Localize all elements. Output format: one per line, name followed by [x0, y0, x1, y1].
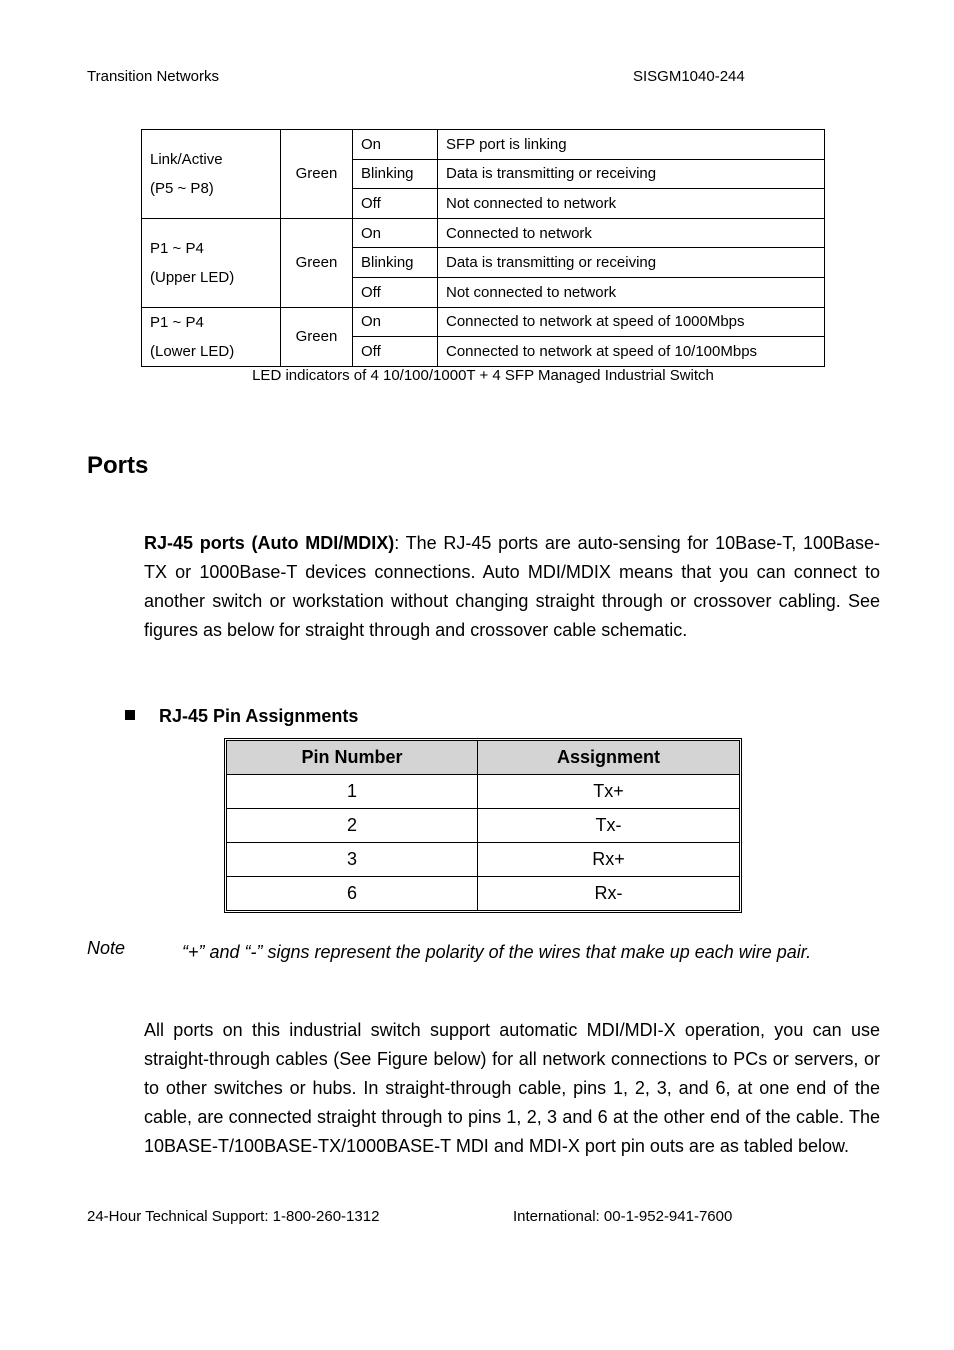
body-paragraph: All ports on this industrial switch support automatic MDI/MDI-X operation, you can use straight-through cables (See Figure below) for all network connections to PCs or servers, or to other switches or hubs. In straight-through cable, pins 1, 2, 3, and 6, at one end of the cable, are connected straight through to pins 1, 2, 3 and 6 at the other end of the cable. The 10BASE-T/100BASE-TX/1000BASE-T MDI and MDI-X port pin outs are as tabled below. [144, 1020, 880, 1156]
square-bullet-icon [125, 710, 135, 720]
led-name-line: P1 ~ P4 [150, 313, 204, 331]
assignment-cell: Tx+ [478, 775, 739, 809]
led-name-cell [142, 130, 281, 219]
led-desc-cell: SFP port is linking [438, 130, 825, 160]
led-name-line: (P5 ~ P8) [150, 179, 214, 197]
led-color-cell: Green [281, 218, 353, 307]
led-name-cell [142, 307, 281, 366]
pin-number-cell: 2 [227, 809, 478, 843]
table-row [227, 843, 739, 877]
footer-support: 24-Hour Technical Support: 1-800-260-1312 [87, 1208, 380, 1225]
pin-number-cell: 1 [227, 775, 478, 809]
table-row [142, 130, 825, 160]
rj45-description: : The RJ-45 ports are auto-sensing for 10Base-T, 100Base-TX or 1000Base-T devices connections. Auto MDI/MDIX means that you can connect to another switch or workstation without changing straight through or crossover cabling. See figures as below for straight through and crossover cable schematic. [144, 533, 880, 640]
table-row [142, 307, 825, 337]
assignment-cell: Rx+ [478, 843, 739, 877]
note-text: “+” and “-” signs represent the polarity of the wires that make up each wire pair. [182, 942, 812, 962]
led-indicator-table [141, 129, 825, 367]
led-desc-cell: Connected to network at speed of 10/100Mbps [438, 337, 825, 367]
led-name-line: Link/Active [150, 150, 223, 168]
led-state-cell: On [353, 307, 438, 337]
led-desc-cell: Not connected to network [438, 189, 825, 219]
led-state-cell: Off [353, 337, 438, 367]
pin-assignments-heading-row [125, 706, 358, 727]
led-name-line: P1 ~ P4 [150, 239, 204, 257]
led-state-cell: Blinking [353, 159, 438, 189]
led-desc-cell: Connected to network [438, 218, 825, 248]
led-name-line: (Upper LED) [150, 268, 235, 286]
table-row [142, 218, 825, 248]
pin-number-cell: 6 [227, 877, 478, 910]
rj45-term: RJ-45 ports (Auto MDI/MDIX) [144, 533, 395, 553]
led-desc-cell: Data is transmitting or receiving [438, 159, 825, 189]
led-desc-cell: Data is transmitting or receiving [438, 248, 825, 278]
led-name-line: (Lower LED) [150, 342, 235, 360]
header-left: Transition Networks [87, 68, 219, 85]
led-color-cell: Green [281, 130, 353, 219]
led-state-cell: On [353, 130, 438, 160]
table-row [227, 775, 739, 809]
pin-number-cell: 3 [227, 843, 478, 877]
column-header: Pin Number [227, 741, 478, 775]
led-state-cell: Off [353, 277, 438, 307]
table-row [227, 877, 739, 910]
table-header-row [227, 741, 739, 775]
led-desc-cell: Connected to network at speed of 1000Mbps [438, 307, 825, 337]
assignment-cell: Rx- [594, 883, 623, 903]
table-caption: LED indicators of 4 10/100/1000T + 4 SFP Managed Industrial Switch [252, 367, 714, 384]
pin-assignment-table [226, 740, 740, 911]
led-state-cell: Off [353, 189, 438, 219]
led-name-cell [142, 218, 281, 307]
column-header: Assignment [478, 741, 739, 775]
note-label: Note [87, 938, 126, 958]
led-color-cell: Green [281, 307, 353, 366]
section-title: Ports [87, 452, 149, 479]
footer-international: International: 00-1-952-941-7600 [513, 1208, 733, 1225]
led-desc-cell: Not connected to network [438, 277, 825, 307]
table-row [227, 809, 739, 843]
led-state-cell: Blinking [353, 248, 438, 278]
rj45-paragraph [144, 529, 880, 645]
assignment-cell: Tx- [478, 809, 739, 843]
header-right: SISGM1040-244 [633, 68, 745, 85]
pin-assignments-heading: RJ-45 Pin Assignments [159, 706, 359, 726]
led-state-cell: On [353, 218, 438, 248]
